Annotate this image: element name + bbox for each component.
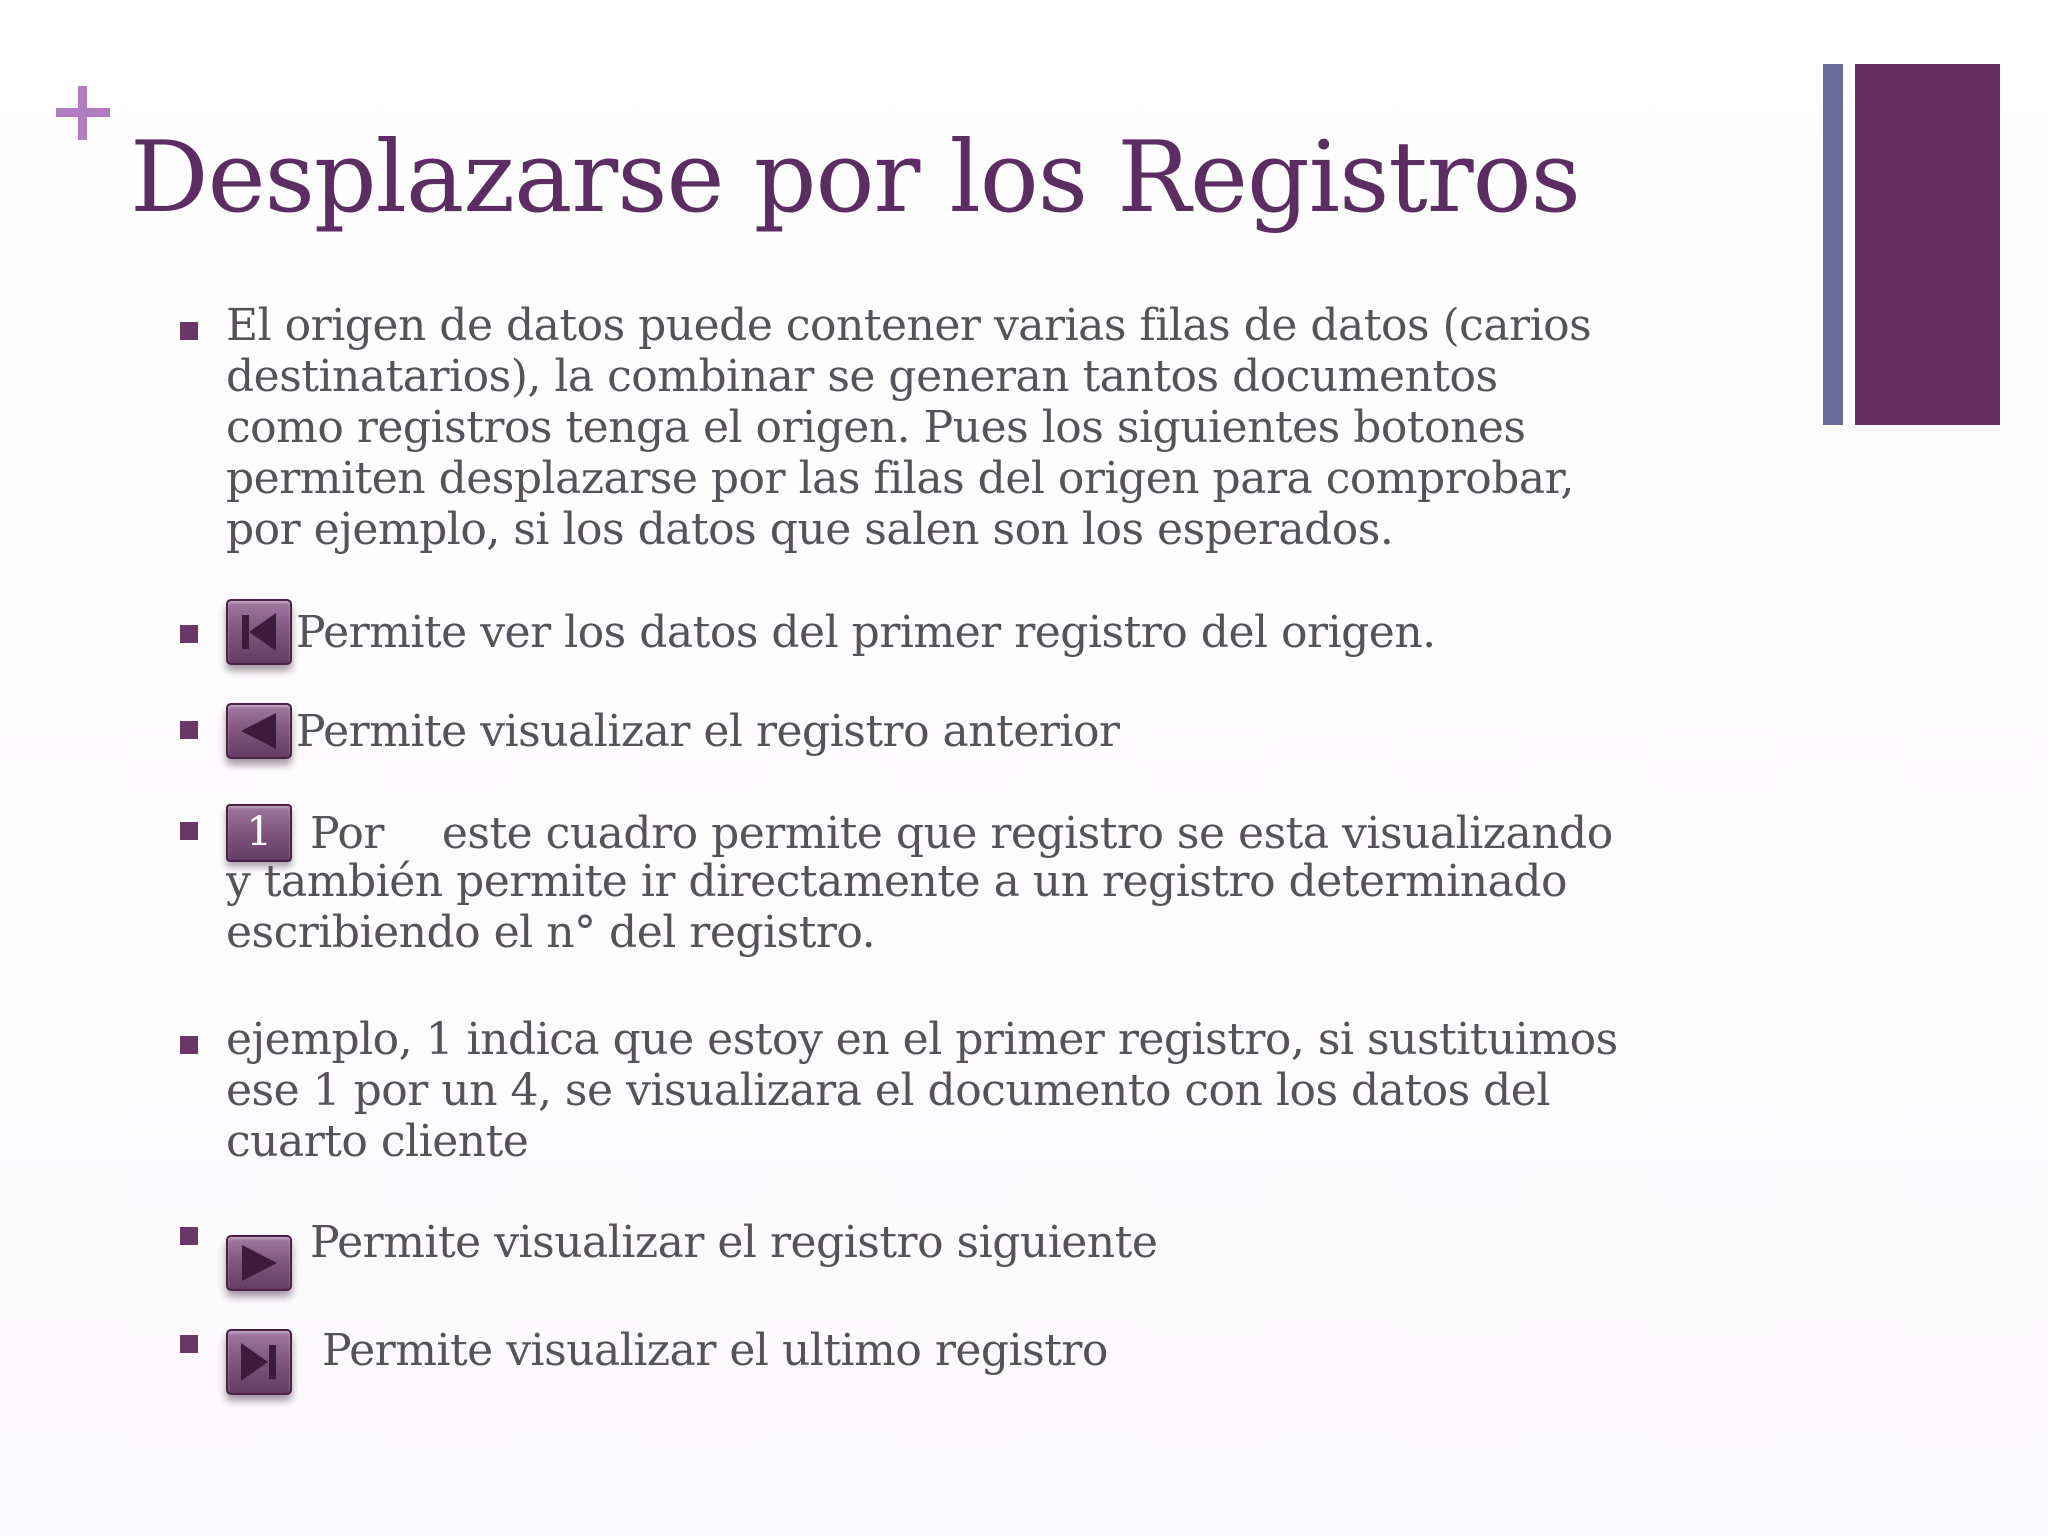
bullet-marker bbox=[180, 625, 198, 643]
text-word: Por bbox=[310, 807, 384, 859]
previous-record-icon bbox=[228, 705, 290, 757]
text-line: permiten desplazarse por las filas del origen para comprobar, bbox=[226, 453, 1574, 504]
bullet-text: Permite visualizar el registro siguiente bbox=[310, 1217, 1158, 1268]
bullet-marker bbox=[180, 322, 198, 340]
bullet-item-record-number bbox=[178, 804, 1818, 958]
bullet-item-intro bbox=[178, 300, 1818, 555]
bullet-text: Permite visualizar el registro anterior bbox=[296, 705, 1120, 757]
text-line: ese 1 por un 4, se visualizara el documento con los datos del bbox=[226, 1065, 1550, 1116]
bullet-marker bbox=[180, 721, 198, 739]
last-record-icon bbox=[228, 1331, 290, 1393]
first-record-button[interactable] bbox=[226, 599, 292, 665]
first-record-icon bbox=[228, 601, 290, 663]
text-line: como registros tenga el origen. Pues los siguientes botones bbox=[226, 402, 1526, 453]
bullet-text: Permite visualizar el ultimo registro bbox=[322, 1325, 1108, 1376]
text-line: El origen de datos puede contener varias filas de datos (carios bbox=[226, 300, 1592, 351]
text-line: destinatarios), la combinar se generan tantos documentos bbox=[226, 351, 1498, 402]
bullet-text: Permite ver los datos del primer registro del origen. bbox=[296, 606, 1436, 658]
bullet-marker bbox=[180, 1335, 198, 1353]
bullet-item-previous-record bbox=[178, 703, 1818, 759]
next-record-icon bbox=[228, 1237, 290, 1289]
text-line: por ejemplo, si los datos que salen son los esperados. bbox=[226, 504, 1394, 555]
text-line: cuarto cliente bbox=[226, 1116, 529, 1167]
bullet-marker bbox=[180, 1227, 198, 1245]
accent-bar-thin bbox=[1823, 64, 1843, 425]
bullet-list bbox=[178, 300, 1818, 1395]
slide-title: Desplazarse por los Registros bbox=[130, 121, 1580, 235]
text-line: este cuadro permite que registro se esta visualizando bbox=[441, 807, 1613, 859]
bullet-marker bbox=[180, 822, 198, 840]
text-line: y también permite ir directamente a un registro determinado bbox=[226, 856, 1568, 907]
bullet-item-last-record bbox=[178, 1325, 1818, 1395]
bullet-item-next-record bbox=[178, 1217, 1818, 1291]
plus-icon bbox=[56, 86, 110, 140]
record-number-input[interactable]: 1 bbox=[226, 804, 292, 862]
bullet-marker bbox=[180, 1036, 198, 1054]
bullet-text bbox=[226, 300, 1818, 555]
bullet-text bbox=[226, 1014, 1818, 1167]
text-line: escribiendo el n° del registro. bbox=[226, 907, 876, 958]
previous-record-button[interactable] bbox=[226, 703, 292, 759]
bullet-text bbox=[226, 804, 1818, 958]
bullet-item-example bbox=[178, 1014, 1818, 1167]
accent-bar-thick bbox=[1855, 64, 2000, 425]
bullet-item-first-record bbox=[178, 599, 1818, 665]
text-line: ejemplo, 1 indica que estoy en el primer registro, si sustituimos bbox=[226, 1014, 1618, 1065]
last-record-button[interactable] bbox=[226, 1329, 292, 1395]
next-record-button[interactable] bbox=[226, 1235, 292, 1291]
